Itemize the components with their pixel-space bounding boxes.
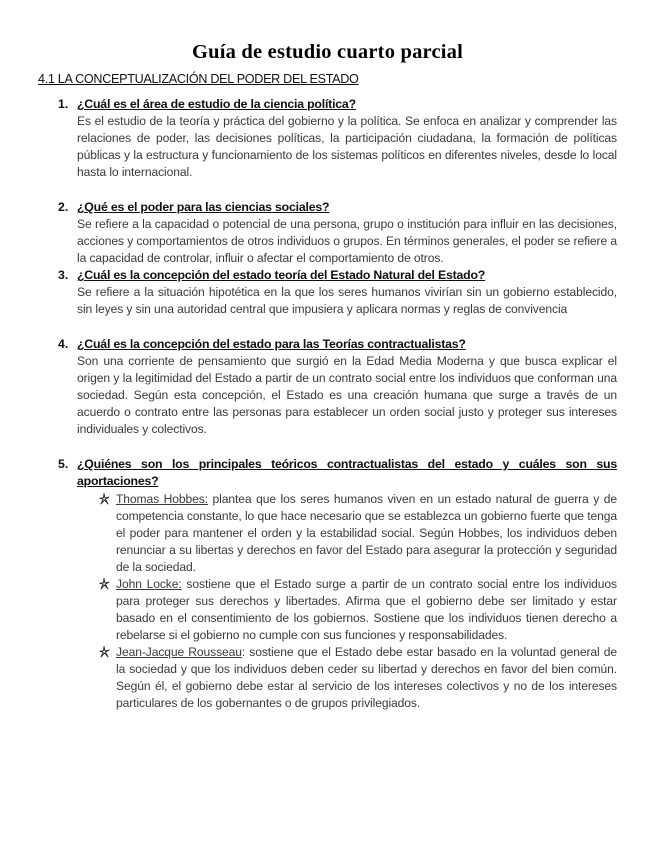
question-answer: Es el estudio de la teoría y práctica del gobierno y la política. Se enfoca en analizar y comprender las relaciones de poder, las decisiones políticas, la participación ciudadana, la formación de políticas públicas y la estructura y funcionamiento de los sistemas políticos en diferentes niveles, desde lo local hasta lo internacional. (77, 114, 617, 179)
author-contribution: sostiene que el Estado surge a partir de un contrato social entre los individuos para proteger sus derechos y libertades. Afirma que el gobierno debe ser limitado y estar basado en el consentimiento de los gobiernos. Sostiene que los individuos tienen derecho a rebelarse si el gobierno no cumple con sus funciones y responsabilidades. (116, 577, 617, 642)
question-title: ¿Cuál es el área de estudio de la ciencia política? (77, 97, 356, 111)
author-item-hobbes (77, 491, 617, 576)
question-number: 3. (58, 268, 69, 282)
sparkle-bullet-icon (99, 646, 111, 658)
author-item-rousseau (77, 644, 617, 712)
question-number: 2. (58, 200, 69, 214)
author-item-locke (77, 576, 617, 644)
author-name: Thomas Hobbes: (116, 492, 208, 506)
author-name: John Locke: (116, 577, 182, 591)
question-title: ¿Qué es el poder para las ciencias sociales? (77, 200, 330, 214)
question-item-5 (38, 456, 617, 712)
document-title: Guía de estudio cuarto parcial (192, 41, 463, 63)
question-item-1 (38, 96, 617, 181)
question-title: ¿Cuál es la concepción del estado para las Teorías contractualistas? (77, 337, 466, 351)
question-answer: Se refiere a la capacidad o potencial de una persona, grupo o institución para influir en las decisiones, acciones y comportamientos de otros individuos o grupos. En términos generales, el poder se refiere a la capacidad de controlar, influir o afectar el comportamiento de otros. (77, 217, 617, 265)
question-number: 1. (58, 97, 69, 111)
question-answer: Son una corriente de pensamiento que surgió en la Edad Media Moderna y que busca explicar el origen y la legitimidad del Estado a partir de un contrato social entre los individuos que conforman una sociedad. Según esta concepción, el Estado es una creación humana que surge a través de un acuerdo o contrato entre las personas para establecer un orden social justo y proteger sus intereses individuales y colectivos. (77, 354, 617, 436)
author-contribution: plantea que los seres humanos viven en un estado natural de guerra y de competencia constante, lo que hace necesario que se establezca un gobierno fuerte que tenga el poder para mantener el orden y la estabilidad social. Según Hobbes, los individuos deben renunciar a su libertas y derechos en favor del Estado para asegurar la protección y seguridad de la sociedad. (116, 492, 617, 574)
question-item-3 (38, 267, 617, 318)
question-item-2 (38, 199, 617, 267)
question-number: 5. (58, 457, 69, 471)
author-list (77, 491, 617, 712)
sparkle-bullet-icon (99, 493, 111, 505)
section-heading: 4.1 LA CONCEPTUALIZACIÓN DEL PODER DEL ESTADO (38, 72, 359, 86)
question-title: ¿Quiénes son los principales teóricos contractualistas del estado y cuáles son sus aportaciones? (77, 457, 617, 488)
question-number: 4. (58, 337, 69, 351)
author-contribution: : sostiene que el Estado debe estar basado en la voluntad general de la sociedad y que los individuos deben ceder su libertad y derechos en favor del bien común. Según él, el gobierno debe estar al servicio de los intereses colectivos y no de los intereses particulares de los gobernantes o de grupos privilegiados. (116, 645, 617, 710)
question-title: ¿Cuál es la concepción del estado teoría del Estado Natural del Estado? (77, 268, 486, 282)
author-name: Jean-Jacque Rousseau (116, 645, 242, 659)
question-item-4 (38, 336, 617, 438)
sparkle-bullet-icon (99, 578, 111, 590)
question-answer: Se refiere a la situación hipotética en la que los seres humanos vivirían sin un gobierno establecido, sin leyes y sin una autoridad central que impusiera y aplicara normas y reglas de convivencia (77, 285, 617, 316)
question-list (38, 96, 617, 712)
